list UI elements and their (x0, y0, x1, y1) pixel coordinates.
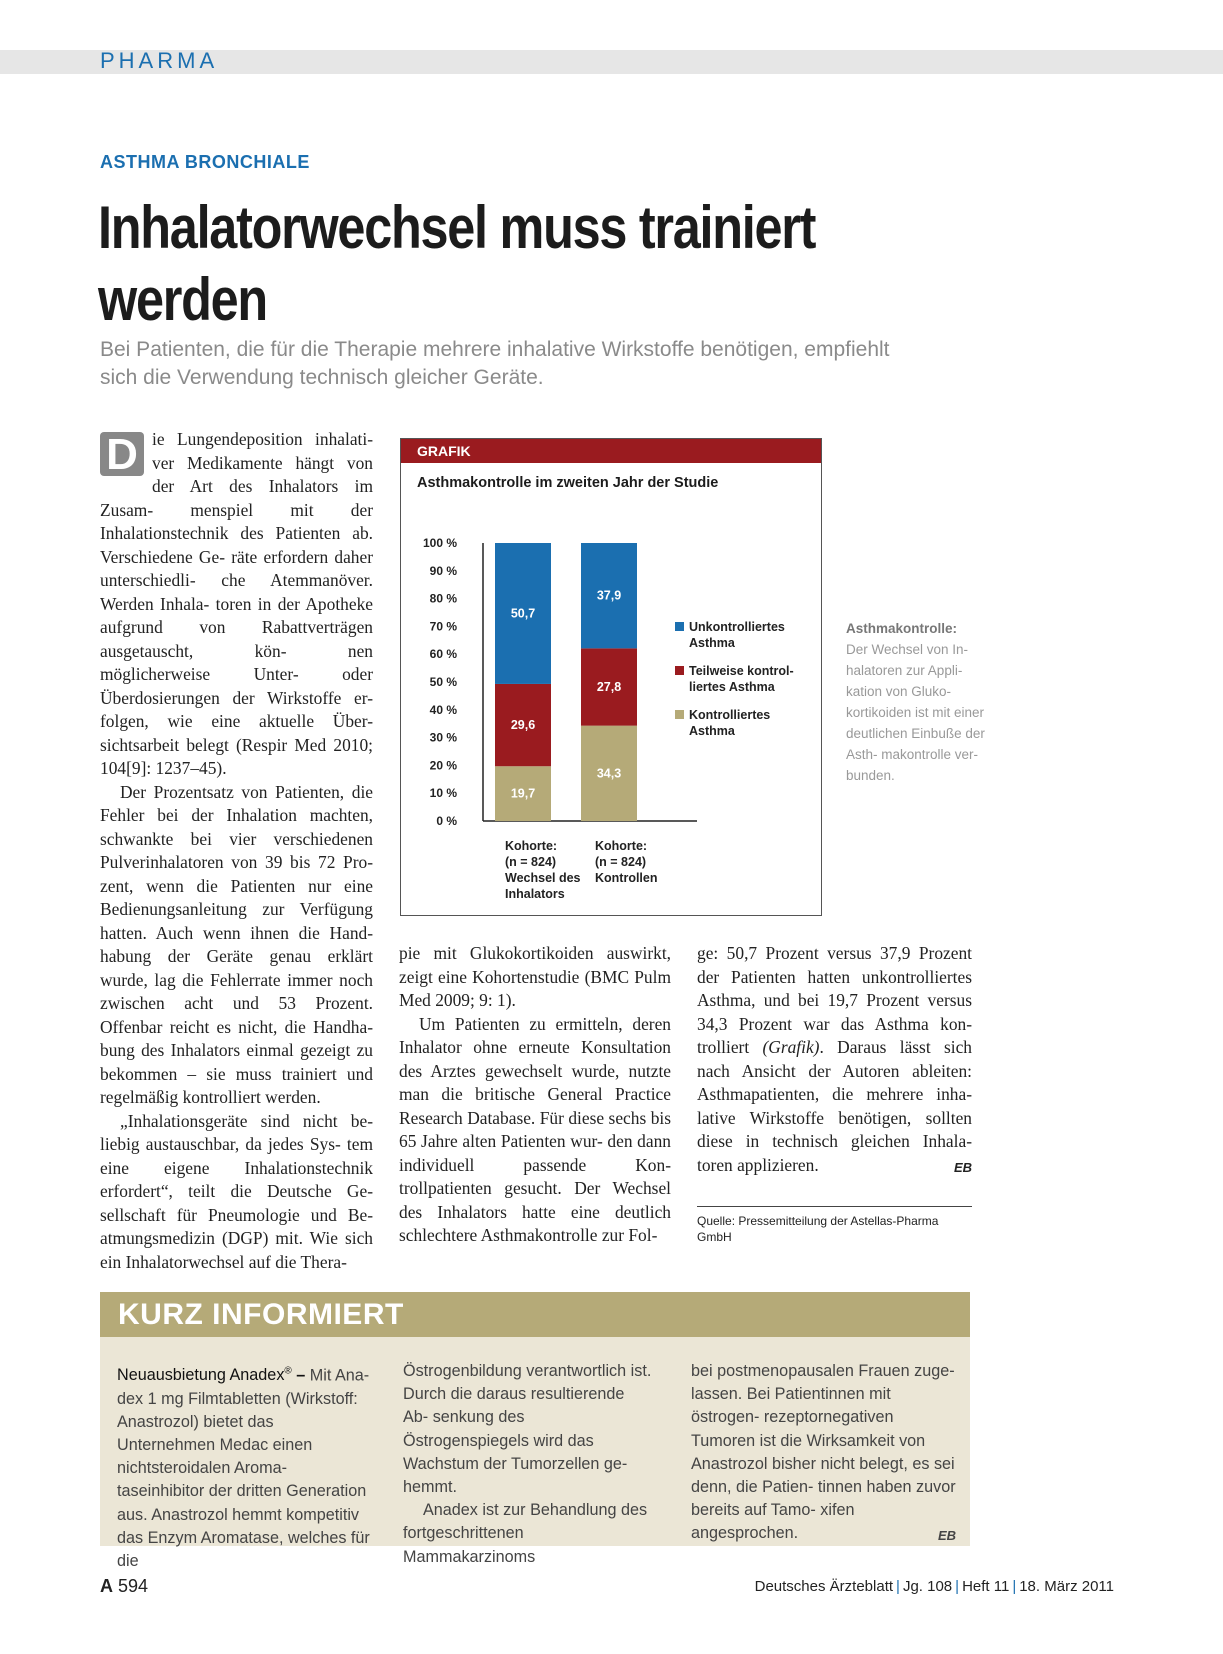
journal-footer: Deutsches Ärzteblatt | Jg. 108 | Heft 11 | 18. März 2011 (754, 1578, 1114, 1595)
category-label-1 (505, 838, 595, 902)
legend-label: Kontrolliertes (689, 708, 771, 722)
kurz-informiert-box (100, 1337, 970, 1571)
legend-swatch (675, 622, 684, 631)
category-label-line: Inhalators (505, 887, 565, 901)
category-label-line: (n = 824) (595, 855, 647, 869)
data-label: 27,8 (596, 680, 622, 695)
paragraph-text: Mit Ana- dex 1 mg Filmtabletten (Wirkstoff: Anastrozol) bietet das Unternehmen Medac einen nichtsteroidalen Aroma- taseinhibitor der dritten Generation aus. Anastrozol hemmt kompetitiv das Enzym Aromatase, welches für die (117, 1366, 370, 1571)
kurz-column-1 (117, 1360, 373, 1573)
data-label: 19,7 (510, 786, 536, 801)
article-column-2 (399, 942, 671, 1248)
page-prefix: A (100, 1576, 113, 1596)
legend-swatch (675, 666, 684, 675)
paragraph: „Inhalationsgeräte sind nicht be- liebig austauschbar, da jedes Sys- tem eine eigene Inhalationstechnik erfordert“, teilt die Deutsche Ge- sellschaft für Pneumologie und Be- atmungsmedizin (DGP) mit. Wie sich ein Inhalatorwechsel auf die Thera- (100, 1110, 373, 1272)
page-number (100, 1576, 148, 1597)
legend-label: Asthma (689, 636, 735, 650)
paragraph: Östrogenbildung verantwortlich ist. Durch die daraus resultierende Ab- senkung des Östrogenspiegels wird das Wachstum der Tumorzellen ge- hemmt. (403, 1362, 652, 1497)
legend-label: Unkontrolliertes (689, 620, 785, 634)
category-label-line: Kohorte: (505, 839, 558, 853)
data-label: 37,9 (596, 588, 622, 603)
paragraph: bei postmenopausalen Frauen zuge- lassen. Bei Patientinnen mit östrogen- rezeptornegativen Tumoren ist die Wirksamkeit von Anastrozol bisher nicht belegt, es sei denn, die Patien- tinnen haben zuvor bereits auf Tamo- xifen angesprochen. (691, 1362, 956, 1543)
paragraph: pie mit Glukokortikoiden auswirkt, zeigt eine Kohortenstudie (BMC Pulm Med 2009; 9: 1). (399, 943, 671, 1010)
kurz-column-3 (691, 1360, 956, 1547)
article-title (98, 192, 820, 336)
chart-legend (675, 619, 815, 751)
category-label-line: Kohorte: (595, 839, 648, 853)
journal-date: 18. März 2011 (1019, 1578, 1114, 1595)
data-label: 29,6 (510, 718, 536, 733)
y-tick-label: 50 % (429, 675, 457, 689)
paragraph-text: ie Lungendeposition inhalati- ver Medikamente hängt von der Art des Inhalators im Zusam- menspiel mit der Inhalationstechnik des Patienten ab. Verschiedene Ge- räte erfordern daher unterschiedli- che Atemmanöver. Werden Inhala- toren in der Apotheke aufgrund von Rabattverträgen ausgetauscht, kön- nen möglicherweise Unter- oder Überdosierungen der Wirkstoffe er- folgen, wie eine aktuelle Über- sichtsarbeit belegt (Respir Med 2010; 104[9]: 1237–45). (100, 429, 373, 778)
journal-issue: Heft 11 (962, 1578, 1010, 1595)
y-tick-label: 10 % (429, 786, 457, 801)
category-label-2 (595, 838, 685, 886)
paragraph: Der Prozentsatz von Patienten, die Fehler bei der Inhalation machten, schwankte bei vier verschiedenen Pulverinhalatoren von 39 bis 72 Pro- zent, wenn die Patienten nur eine Bedienungsanleitung zur Verfügung hatten. Auch wenn ihnen die Hand- habung der Geräte genau erklärt wurde, lag die Fehlerrate immer noch zwischen acht und 53 Prozent. Offenbar reicht es nicht, die Handha- bung des Inhalators einmal gezeigt zu bekommen – sie muss trainiert und regelmäßig kontrolliert werden. (100, 781, 373, 1107)
figure-label: GRAFIK (401, 439, 821, 463)
y-tick-label: 80 % (429, 591, 457, 606)
category-label-line: Wechsel des (505, 871, 581, 885)
legend-label: Teilweise kontrol- (689, 664, 794, 678)
page-number-value: 594 (118, 1576, 149, 1596)
article-kicker: ASTHMA BRONCHIALE (100, 152, 310, 172)
legend-label: Asthma (689, 724, 735, 738)
caption-title: Asthmakontrolle: (846, 621, 958, 636)
legend-label: liertes Asthma (689, 680, 775, 694)
y-tick-label: 0 % (436, 814, 457, 828)
legend-item (675, 707, 815, 739)
article-column-3 (697, 942, 972, 1180)
chart-figure (400, 438, 822, 916)
chart-title: Asthmakontrolle im zweiten Jahr der Studie (417, 475, 719, 491)
drop-cap: D (100, 432, 144, 476)
title-line-1: Inhalatorwechsel muss trainiert (98, 194, 816, 261)
data-label: 34,3 (596, 766, 622, 781)
category-label-line: Kontrollen (595, 871, 658, 885)
source-note: Quelle: Pressemitteilung der Astellas-Pharma GmbH (697, 1206, 972, 1245)
legend-swatch (675, 710, 684, 719)
category-label-line: (n = 824) (505, 855, 557, 869)
data-label: 50,7 (510, 606, 536, 621)
article-column-1 (100, 428, 373, 1274)
paragraph: Um Patienten zu ermitteln, deren Inhalator ohne erneute Konsultation des Arztes gewechselt wurde, nutzte man die britische General Practice Research Database. Für diese sechs bis 65 Jahre alten Patienten wur- den dann individuell passende Kon- trollpatienten gesucht. Der Wechsel des Inhalators hatte eine deutlich schlechtere Asthmakontrolle zur Fol- (399, 1013, 671, 1245)
paragraph (697, 942, 972, 1177)
headline-text: Neuausbietung Anadex (117, 1366, 285, 1385)
kurz-informiert-heading: KURZ INFORMIERT (100, 1292, 970, 1337)
paragraph-text: . Daraus lässt sich nach Ansicht der Autoren ableiten: Asthmapatienten, die mehrere inha- lative Wirkstoffe benötigen, sollten diese in technisch gleichen Inhala- toren applizieren. (697, 1037, 972, 1175)
author-initials: EB (953, 1160, 972, 1175)
news-headline (117, 1366, 305, 1384)
journal-name: Deutsches Ärzteblatt (754, 1578, 894, 1595)
figure-reference: (Grafik) (762, 1037, 820, 1057)
paragraph-text: ge: 50,7 Prozent versus 37,9 Prozent der Patienten hatten unkontrolliertes Asthma, und bei 19,7 Prozent versus 34,3 Prozent war das Asthma kon- trolliert (697, 943, 972, 1057)
title-line-2: werden (98, 266, 267, 333)
section-label: PHARMA (100, 48, 219, 73)
headline-dash: – (291, 1366, 306, 1385)
y-tick-label: 100 % (422, 536, 457, 550)
legend-item (675, 619, 815, 651)
y-tick-label: 20 % (429, 758, 457, 773)
paragraph: Anadex ist zur Behandlung des fortgeschrittenen Mammakarzinoms (403, 1501, 648, 1566)
paragraph (117, 1360, 373, 1573)
kurz-column-2 (403, 1360, 653, 1569)
y-tick-label: 40 % (429, 702, 457, 717)
author-initials: EB (937, 1527, 956, 1543)
figure-caption (846, 618, 986, 786)
article-lead: Bei Patienten, die für die Therapie mehrere inhalative Wirkstoffe benötigen, empfiehlt sich die Verwendung technisch gleicher Geräte. (100, 338, 890, 389)
legend-item (675, 663, 815, 695)
caption-text: Der Wechsel von In- halatoren zur Appli- kation von Gluko- kortikoiden ist mit einer deutlichen Einbuße der Asth- makontrolle ver- bunden. (846, 642, 985, 783)
y-tick-label: 70 % (429, 619, 457, 634)
journal-volume: Jg. 108 (902, 1578, 953, 1595)
y-tick-label: 60 % (429, 647, 457, 662)
y-tick-label: 30 % (429, 730, 457, 745)
paragraph (100, 428, 373, 781)
registered-mark: ® (284, 1366, 292, 1377)
y-tick-label: 90 % (429, 563, 457, 578)
